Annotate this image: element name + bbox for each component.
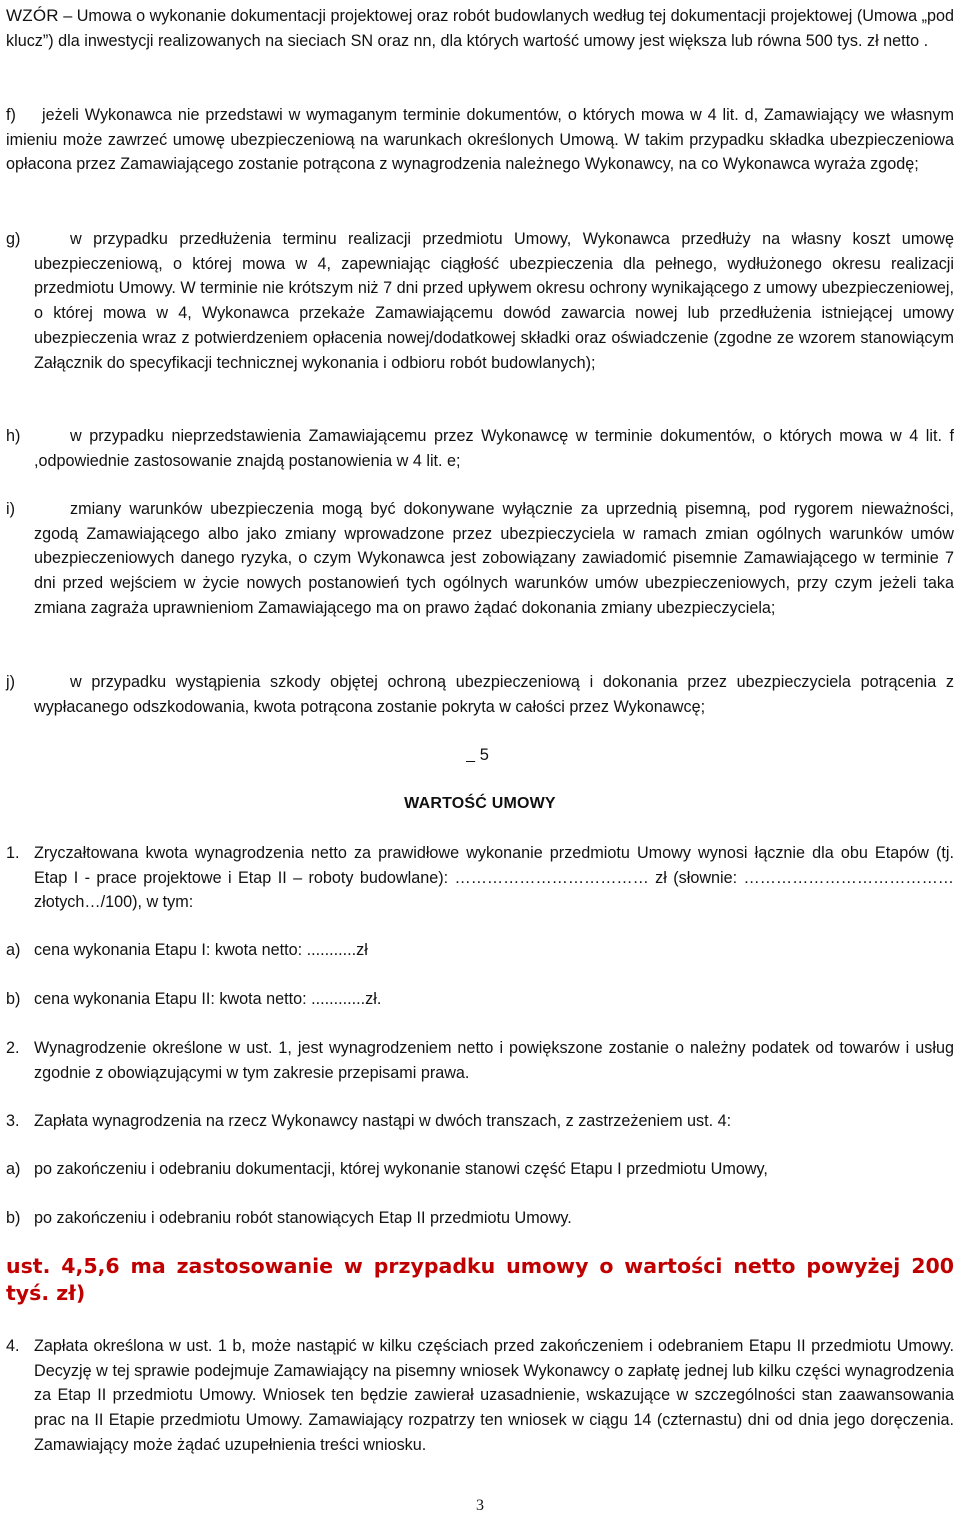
paragraph-4 xyxy=(6,1334,954,1458)
paragraph-3a xyxy=(6,1157,954,1182)
item-text: w przypadku wystąpienia szkody objętej ochroną ubezpieczeniową i dokonania przez ubezpieczyciela potrącenia z wypłacanego odszkodowania, kwota potrącona zostanie pokryta w całości przez Wykonawcę; xyxy=(34,673,954,716)
header-lead: WZÓR xyxy=(6,6,59,25)
paragraph-text: Wynagrodzenie określone w ust. 1, jest wynagrodzeniem netto i powiększone zostanie o należny podatek od towarów i usług zgodnie z obowiązującymi w tym zakresie przepisami prawa. xyxy=(34,1039,954,1082)
item-text: w przypadku nieprzedstawienia Zamawiającemu przez Wykonawcę w terminie dokumentów, o których mowa w 4 lit. f ,odpowiednie zastosowanie znajdą postanowienia w 4 lit. e; xyxy=(34,427,954,470)
paragraph-text: Zapłata określona w ust. 1 b, może nastąpić w kilku częściach przed zakończeniem i odebraniem Etapu II przedmiotu Umowy. Decyzję w tej sprawie podejmuje Zamawiający na pisemny wniosek Wykonawcy o zapłatę jednej lub kilku części wynagrodzenia za Etap II przedmiotu Umowy. Wniosek ten będzie zawierał uzasadnienie, wskazujące w szczególności stan zaawansowania prac na II Etapie przedmiotu Umowy. Zamawiający rozpatrzy ten wniosek w ciągu 14 (czternastu) dni od dnia jego doręczenia. Zamawiający może żądać uzupełnienia treści wniosku. xyxy=(34,1337,954,1454)
applicability-note: ust. 4,5,6 ma zastosowanie w przypadku umowy o wartości netto powyżej 200 tyś. zł) xyxy=(6,1254,954,1305)
header-text: – Umowa o wykonanie dokumentacji projektowej oraz robót budowlanych według tej dokumentacji projektowej (Umowa „pod klucz”) dla inwestycji realizowanych na sieciach SN oraz nn, dla których wartość umowy jest większa lub równa 500 tys. zł netto . xyxy=(6,7,955,50)
item-label: j) xyxy=(6,673,15,691)
paragraph-3b xyxy=(6,1206,954,1231)
item-text: zmiany warunków ubezpieczenia mogą być dokonywane wyłącznie za uprzednią pisemną, pod rygorem nieważności, zgodą Zamawiającego albo jako zmiany wprowadzone przez ubezpieczyciela w ramach zmian ogólnych warunków umów ubezpieczeniowych danego ryzyka, o czym Wykonawca jest zobowiązany zawiadomić pisemnie Zamawiającego w terminie 7 dni przed wejściem w życie nowych postanowień tych ogólnych warunków umów ubezpieczeniowych, przy czym jeżeli taka zmiana zagraża uprawnieniom Zamawiającego ma on prawo żądać dokonania zmiany ubezpieczyciela; xyxy=(34,500,954,617)
item-text: w przypadku przedłużenia terminu realizacji przedmiotu Umowy, Wykonawca przedłuży na własny koszt umowę ubezpieczeniową, o której mowa w 4, zapewniając ciągłość ubezpieczenia dla pełnego, wydłużonego okresu realizacji przedmiotu Umowy. W terminie nie krótszym niż 7 dni przed upływem okresu ochrony wynikającego z umowy ubezpieczeniowej, o której mowa w 4, Wykonawca przekaże Zamawiającemu dowód zawarcia nowej lub przedłużenia istniejącej umowy ubezpieczenia wraz z potwierdzeniem opłacenia nowej/dodatkowej składki oraz oświadczenie (zgodne ze wzorem stanowiącym Załącznik do specyfikacji technicznej wykonania i odbioru robót budowlanych); xyxy=(34,230,954,372)
list-item-h xyxy=(6,424,954,473)
list-item-g xyxy=(6,227,954,375)
paragraph-label: a) xyxy=(6,941,21,959)
paragraph-text: po zakończeniu i odebraniu dokumentacji, której wykonanie stanowi część Etapu I przedmiotu Umowy, xyxy=(34,1160,768,1178)
list-item-f xyxy=(6,103,954,177)
document-header xyxy=(6,4,954,53)
section-number: 5 xyxy=(466,743,489,768)
paragraph-1a xyxy=(6,938,954,963)
paragraph-text: po zakończeniu i odebraniu robót stanowiących Etap II przedmiotu Umowy. xyxy=(34,1209,572,1227)
paragraph-label: 4. xyxy=(6,1337,20,1355)
item-label: h) xyxy=(6,427,21,445)
paragraph-text: cena wykonania Etapu I: kwota netto: ...........zł xyxy=(34,941,368,959)
paragraph-1 xyxy=(6,841,954,915)
paragraph-label: 3. xyxy=(6,1112,20,1130)
list-item-i xyxy=(6,497,954,621)
paragraph-text: Zapłata wynagrodzenia na rzecz Wykonawcy nastąpi w dwóch transzach, z zastrzeżeniem ust. 4: xyxy=(34,1112,732,1130)
section-title: WARTOŚĆ UMOWY xyxy=(404,795,556,812)
paragraph-label: b) xyxy=(6,990,21,1008)
item-text: jeżeli Wykonawca nie przedstawi w wymaganym terminie dokumentów, o których mowa w 4 lit. d, Zamawiający we własnym imieniu może zawrzeć umowę ubezpieczeniową na warunkach określonych Umową. W takim przypadku składka ubezpieczeniowa opłacona przez Zamawiającego zostanie potrącona z wynagrodzenia należnego Wykonawcy, na co Wykonawca wyraża zgodę; xyxy=(6,106,954,174)
paragraph-text: cena wykonania Etapu II: kwota netto: ............zł. xyxy=(34,990,382,1008)
paragraph-2 xyxy=(6,1036,954,1085)
list-item-j xyxy=(6,670,954,719)
paragraph-label: b) xyxy=(6,1209,21,1227)
section-sign-icon xyxy=(466,746,475,764)
item-label: i) xyxy=(6,500,15,518)
paragraph-label: a) xyxy=(6,1160,21,1178)
paragraph-label: 2. xyxy=(6,1039,20,1057)
paragraph-1b xyxy=(6,987,954,1012)
page-number: 3 xyxy=(476,1497,484,1514)
paragraph-label: 1. xyxy=(6,844,20,862)
paragraph-text: Zryczałtowana kwota wynagrodzenia netto za prawidłowe wykonanie przedmiotu Umowy wynosi łącznie dla obu Etapów (tj. Etap I - prace projektowe i Etap II – roboty budowlane): ……………………………… zł (słownie: ………………………………… złotych…/100), w tym: xyxy=(34,844,954,912)
item-label: f) xyxy=(6,106,16,124)
paragraph-3 xyxy=(6,1109,954,1134)
item-label: g) xyxy=(6,230,21,248)
